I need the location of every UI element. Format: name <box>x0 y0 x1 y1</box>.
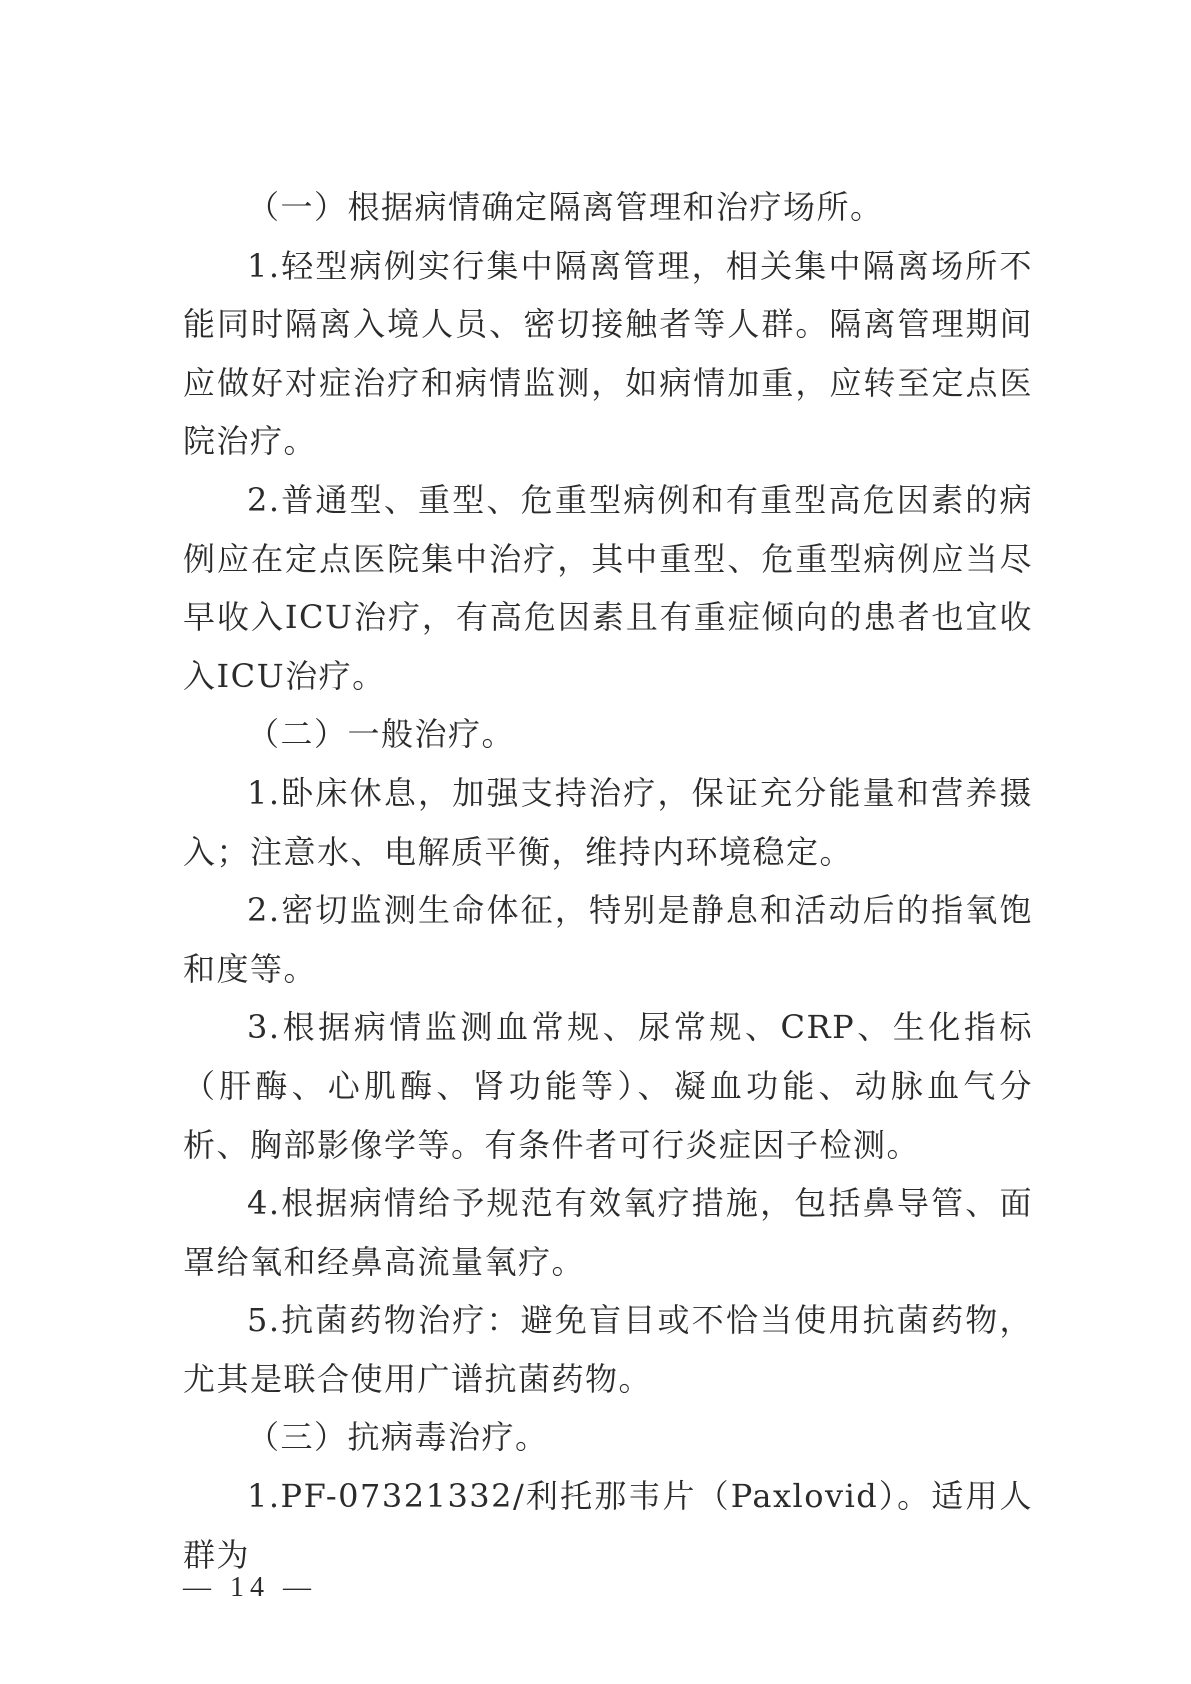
document-body <box>183 178 1033 1584</box>
paragraph-paxlovid: 1.PF-07321332/利托那韦片（Paxlovid）。适用人群为 <box>183 1477 1033 1574</box>
paragraph-antibiotics: 5.抗菌药物治疗：避免盲目或不恰当使用抗菌药物，尤其是联合使用广谱抗菌药物。 <box>183 1301 1033 1398</box>
paragraph-bed-rest: 1.卧床休息，加强支持治疗，保证充分能量和营养摄入；注意水、电解质平衡，维持内环境稳定。 <box>183 773 1033 871</box>
paragraph-severe-cases: 2.普通型、重型、危重型病例和有重型高危因素的病例应在定点医院集中治疗，其中重型、危重型病例应当尽早收入ICU治疗，有高危因素且有重症倾向的患者也宜收入ICU治疗。 <box>183 480 1033 695</box>
section-heading-general-treatment: （二）一般治疗。 <box>247 715 516 754</box>
page-number: — 14 — <box>183 1572 317 1603</box>
paragraph-oxygen-therapy: 4.根据病情给予规范有效氧疗措施，包括鼻导管、面罩给氧和经鼻高流量氧疗。 <box>183 1184 1033 1281</box>
paragraph-mild-cases: 1.轻型病例实行集中隔离管理，相关集中隔离场所不能同时隔离入境人员、密切接触者等人群。隔离管理期间应做好对症治疗和病情监测，如病情加重，应转至定点医院治疗。 <box>183 246 1033 461</box>
paragraph-vital-signs: 2.密切监测生命体征，特别是静息和活动后的指氧饱和度等。 <box>183 891 1033 988</box>
paragraph-lab-monitoring: 3.根据病情监测血常规、尿常规、CRP、生化指标（肝酶、心肌酶、肾功能等）、凝血功能、动脉血气分析、胸部影像学等。有条件者可行炎症因子检测。 <box>183 1008 1033 1164</box>
section-heading-isolation: （一）根据病情确定隔离管理和治疗场所。 <box>247 188 884 226</box>
section-heading-antiviral: （三）抗病毒治疗。 <box>247 1418 549 1457</box>
